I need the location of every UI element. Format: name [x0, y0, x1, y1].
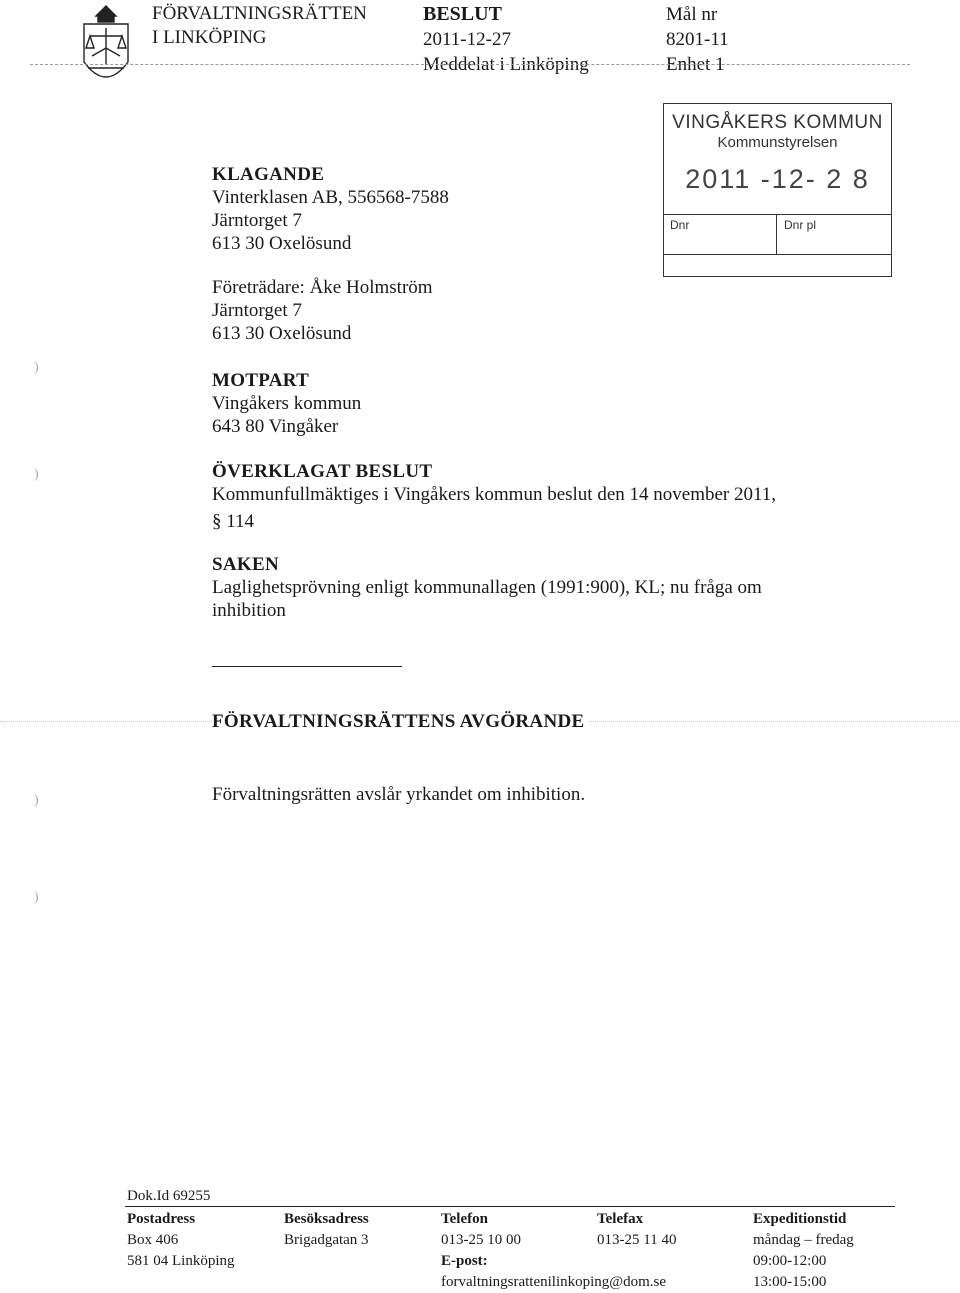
court-name-line1: FÖRVALTNINGSRÄTTEN — [152, 3, 367, 24]
stamp-department: Kommunstyrelsen — [717, 134, 838, 151]
footer-line: 013-25 11 40 — [597, 1232, 677, 1248]
matter-line: Laglighetsprövning enligt kommunallagen (1991:900), KL; nu fråga om — [212, 577, 762, 598]
representative-section — [212, 276, 433, 345]
stamp-rule — [664, 254, 891, 255]
representative-line: Järntorget 7 — [212, 300, 302, 321]
decision-header — [423, 2, 589, 77]
footer-line: måndag – fredag — [753, 1232, 854, 1248]
matter-section — [212, 554, 762, 622]
court-name-line2: I LINKÖPING — [152, 27, 267, 48]
representative-line: 613 30 Oxelösund — [212, 323, 352, 344]
klagande-line: Vinterklasen AB, 556568-7588 — [212, 187, 449, 208]
stamp-dnr-pl-label: Dnr pl — [784, 218, 817, 232]
motpart-heading: MOTPART — [212, 370, 310, 391]
klagande-section — [212, 164, 449, 255]
footer-line: 13:00-15:00 — [753, 1274, 827, 1290]
footer-hours — [753, 1209, 854, 1293]
margin-mark: ) — [34, 467, 39, 482]
stamp-date: 2011 -12- 2 8 — [685, 164, 870, 194]
footer-line: Brigadgatan 3 — [284, 1232, 369, 1248]
footer-email: forvaltningsrattenilinkoping@dom.se — [441, 1274, 667, 1290]
section-divider — [212, 666, 402, 667]
footer-fax — [597, 1209, 676, 1251]
appealed-decision-heading: ÖVERKLAGAT BESLUT — [212, 461, 433, 482]
stamp-organization: VINGÅKERS KOMMUN — [672, 112, 883, 133]
matter-line: inhibition — [212, 600, 286, 621]
klagande-line: Järntorget 7 — [212, 210, 302, 231]
appealed-decision-line: Kommunfullmäktiges i Vingåkers kommun beslut den 14 november 2011, — [212, 484, 777, 505]
matter-heading: SAKEN — [212, 554, 279, 575]
motpart-section — [212, 370, 361, 438]
stamp-divider — [776, 214, 777, 254]
footer-line: 013-25 10 00 — [441, 1232, 521, 1248]
decision-date: 2011-12-27 — [423, 29, 511, 50]
footer-heading: Postadress — [127, 1211, 196, 1227]
klagande-line: 613 30 Oxelösund — [212, 233, 352, 254]
unit: Enhet 1 — [666, 54, 725, 75]
document-id: Dok.Id 69255 — [127, 1188, 211, 1204]
case-number: 8201-11 — [666, 29, 729, 50]
court-name — [152, 2, 367, 50]
stamp-rule — [664, 214, 891, 215]
case-info — [666, 2, 729, 77]
footer-heading: Besöksadress — [284, 1211, 369, 1227]
footer-heading: E-post: — [441, 1253, 488, 1269]
appealed-decision-section — [212, 461, 776, 533]
stamp-dnr-label: Dnr — [670, 218, 690, 232]
footer-line: 09:00-12:00 — [753, 1253, 827, 1269]
margin-mark: ) — [34, 793, 39, 808]
court-crest-icon — [78, 2, 134, 94]
margin-mark: ) — [34, 360, 39, 375]
footer-heading: Expeditionstid — [753, 1211, 847, 1227]
footer-line: 581 04 Linköping — [127, 1253, 235, 1269]
ruling-heading: FÖRVALTNINGSRÄTTENS AVGÖRANDE — [212, 711, 588, 733]
case-label: Mål nr — [666, 4, 718, 25]
decision-place: Meddelat i Linköping — [423, 54, 589, 75]
motpart-line: 643 80 Vingåker — [212, 416, 339, 437]
footer-line: Box 406 — [127, 1232, 179, 1248]
doc-type: BESLUT — [423, 3, 502, 25]
motpart-line: Vingåkers kommun — [212, 393, 362, 414]
header-divider — [30, 64, 910, 65]
footer-divider — [125, 1206, 895, 1207]
appealed-decision-line: § 114 — [212, 511, 255, 532]
footer-heading: Telefax — [597, 1211, 644, 1227]
footer-postal — [127, 1209, 235, 1272]
representative-line: Företrädare: Åke Holmström — [212, 277, 433, 298]
margin-mark: ) — [34, 890, 39, 905]
ruling-text: Förvaltningsrätten avslår yrkandet om inhibition. — [212, 784, 586, 805]
receipt-stamp — [663, 103, 892, 277]
footer-heading: Telefon — [441, 1211, 488, 1227]
footer-visiting — [284, 1209, 369, 1251]
klagande-heading: KLAGANDE — [212, 164, 325, 185]
